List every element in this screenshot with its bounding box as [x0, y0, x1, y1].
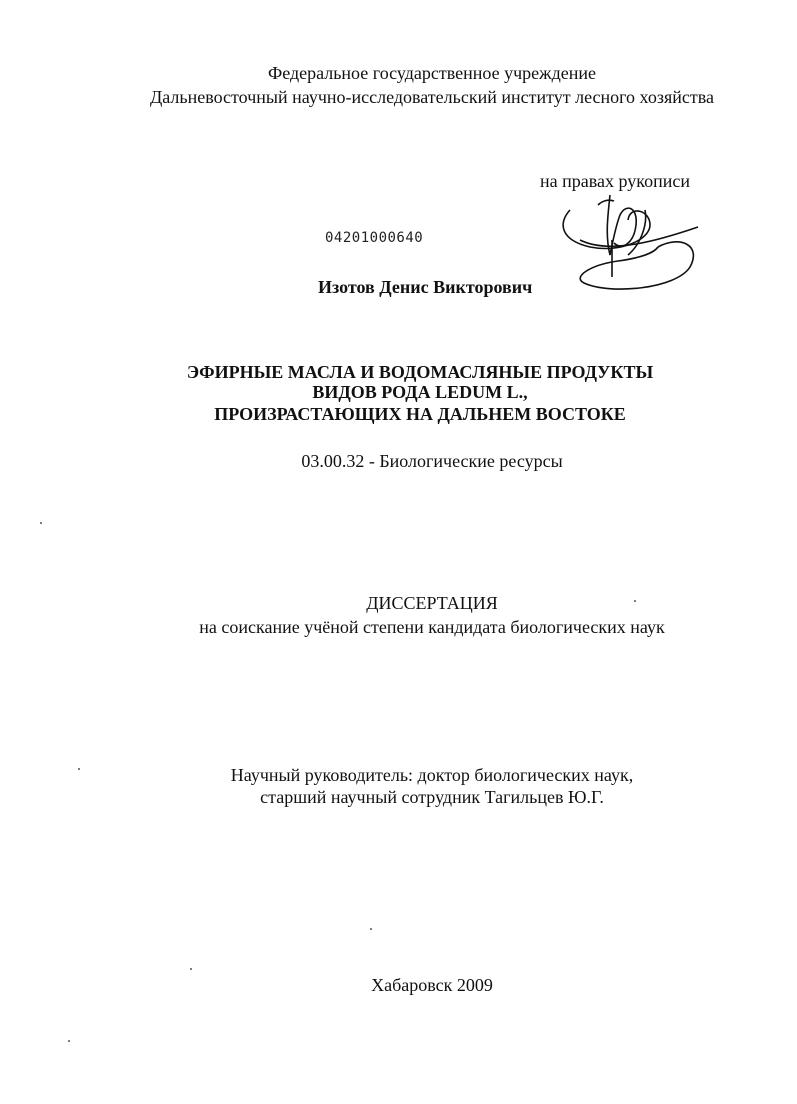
scan-speck [634, 600, 636, 602]
supervisor-line-1: Научный руководитель: доктор биологических наук, [230, 765, 634, 785]
scan-speck [78, 768, 80, 770]
place-year: Хабаровск 2009 [371, 975, 493, 995]
title-line-3: ПРОИЗРАСТАЮЩИХ НА ДАЛЬНЕМ ВОСТОКЕ [214, 404, 626, 424]
author-name: Изотов Денис Викторович [318, 277, 533, 297]
scan-speck [370, 928, 372, 930]
institution-line-2: Дальневосточный научно-исследовательский институт лесного хозяйства [149, 87, 715, 107]
scan-speck [190, 968, 192, 970]
scan-speck [68, 1040, 70, 1042]
supervisor-line-2: старший научный сотрудник Тагильцев Ю.Г. [260, 787, 604, 807]
specialty: 03.00.32 - Биологические ресурсы [301, 451, 563, 471]
signature-icon [550, 185, 710, 300]
institution-line-1: Федеральное государственное учреждение [267, 63, 597, 83]
scan-speck [40, 522, 42, 524]
manuscript-note: на правах рукописи [540, 171, 690, 191]
registration-number: 04201000640 [325, 230, 424, 246]
title-line-2: ВИДОВ РОДА LEDUM L., [312, 382, 528, 402]
degree: на соискание учёной степени кандидата биологических наук [199, 617, 665, 637]
document-type: ДИССЕРТАЦИЯ [366, 593, 498, 613]
title-line-1: ЭФИРНЫЕ МАСЛА И ВОДОМАСЛЯНЫЕ ПРОДУКТЫ [186, 362, 654, 382]
